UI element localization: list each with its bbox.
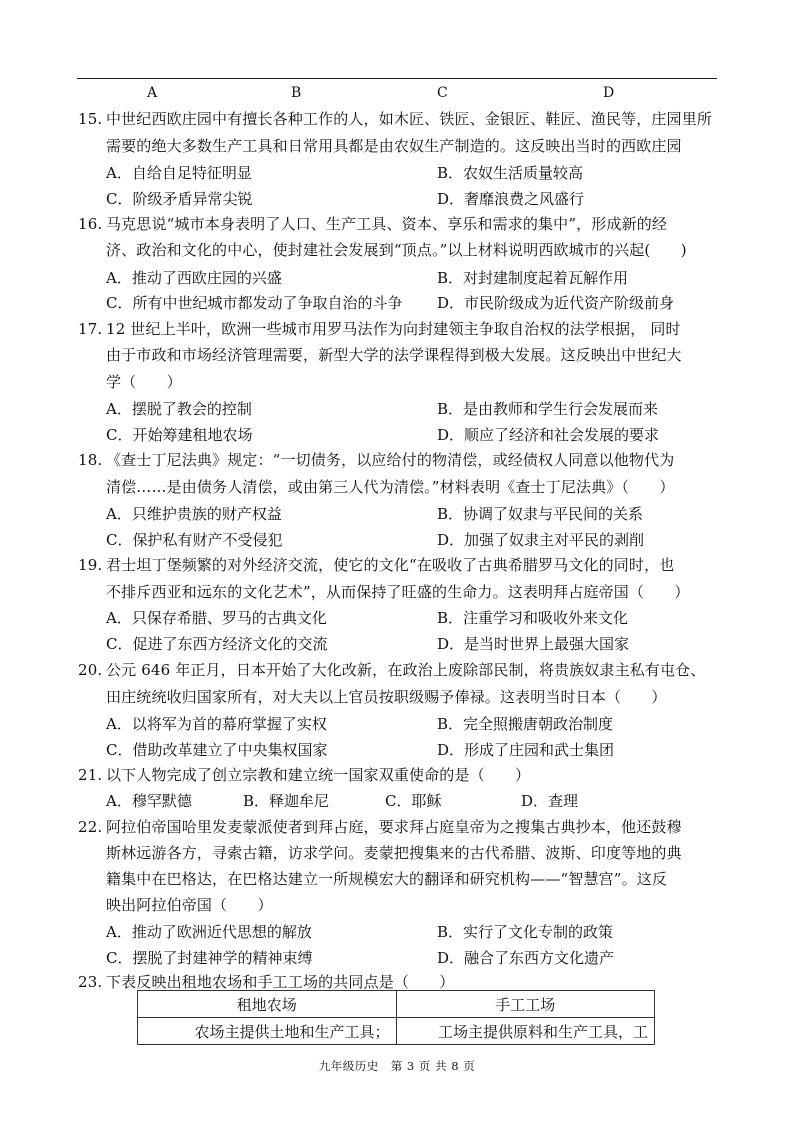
answer-option[interactable]: C．开始筹建租地农场: [106, 426, 253, 444]
question-stem: [78, 817, 682, 837]
answer-option[interactable]: B．完全照搬唐朝政治制度: [437, 715, 614, 733]
answer-option[interactable]: C．摆脱了封建神学的精神束缚: [106, 949, 313, 967]
answer-option[interactable]: B．是由教师和学生行会发展而来: [437, 400, 659, 418]
question-number: 19.: [78, 556, 103, 574]
question-stem: [78, 319, 681, 339]
question-number: 23.: [78, 973, 103, 991]
answer-option[interactable]: A．推动了西欧庄园的兴盛: [106, 269, 282, 287]
question-text: 学（ ）: [106, 373, 182, 391]
question-stem-continued: [106, 843, 682, 863]
question-text: 济、政治和文化的中心，使封建社会发展到“顶点。”以上材料说明西欧城市的兴起( ): [106, 241, 687, 259]
question-text: 映出阿拉伯帝国（ ）: [106, 896, 273, 914]
answer-option[interactable]: D．市民阶级成为近代资产阶级前身: [437, 294, 675, 312]
question-stem: [78, 109, 713, 129]
question-text: 以下人物完成了创立宗教和建立统一国家双重使命的是（ ）: [106, 766, 531, 784]
question-number: 22.: [78, 818, 103, 836]
question-stem-continued: [106, 345, 682, 365]
top-rule: [77, 78, 717, 79]
question-stem-continued: [106, 582, 690, 602]
prev-option-d: D: [603, 85, 615, 101]
question-stem: [78, 660, 706, 680]
answer-option[interactable]: C．促进了东西方经济文化的交流: [106, 635, 328, 653]
answer-option[interactable]: B．对封建制度起着瓦解作用: [437, 269, 629, 287]
answer-option[interactable]: D．加强了奴隶主对平民的剥削: [437, 531, 645, 549]
answer-option[interactable]: A．自给自足特征明显: [106, 164, 252, 182]
answer-option[interactable]: B．注重学习和吸收外来文化: [437, 609, 629, 627]
question-text: 公元 646 年正月，日本开始了大化改新，在政治上废除部民制，将贵族奴隶主私有屯仓、: [106, 661, 706, 679]
question-text: 《查士丁尼法典》规定：“一切债务，以应给付的物清偿，或经债权人同意以他物代为: [106, 451, 675, 469]
question-number: 15.: [78, 110, 103, 128]
answer-option[interactable]: D．奢靡浪费之风盛行: [437, 190, 585, 208]
answer-option[interactable]: D．查理: [521, 792, 579, 810]
previous-question-options: [0, 85, 794, 105]
answer-option[interactable]: C．保护私有财产不受侵犯: [106, 531, 283, 549]
question-text: 需要的绝大多数生产工具和日常用具都是由农奴生产制造的。这反映出当时的西欧庄园: [106, 137, 682, 155]
answer-option[interactable]: A．以将军为首的幕府掌握了实权: [106, 715, 327, 733]
answer-option[interactable]: C．借助改革建立了中央集权国家: [106, 741, 328, 759]
question-stem-continued: [106, 477, 675, 497]
answer-option[interactable]: C．阶级矛盾异常尖锐: [106, 190, 253, 208]
question-text: 由于市政和市场经济管理需要，新型大学的法学课程得到极大发展。这反映出中世纪大: [106, 346, 682, 364]
question-stem-continued: [106, 136, 682, 156]
question-number: 20.: [78, 661, 103, 679]
answer-option[interactable]: B．释迦牟尼: [243, 792, 330, 810]
question-stem: [78, 765, 531, 785]
answer-option[interactable]: C．耶稣: [385, 792, 442, 810]
answer-option[interactable]: A．摆脱了教会的控制: [106, 400, 252, 418]
table-header: 手工工场: [396, 991, 655, 1018]
question-stem-continued: [106, 240, 687, 260]
table-header: 租地农场: [138, 991, 397, 1018]
question-stem: [78, 450, 675, 470]
page-footer: 九年级历史 第 3 页 共 8 页: [318, 1059, 476, 1073]
answer-option[interactable]: B．农奴生活质量较高: [437, 164, 584, 182]
question-text: 不排斥西亚和远东的文化艺术”，从而保持了旺盛的生命力。这表明拜占庭帝国（ ）: [106, 583, 690, 601]
question-text: 清偿……是由债务人清偿，或由第三人代为清偿。”材料表明《查士丁尼法典》（ ）: [106, 478, 675, 496]
question-stem: [78, 214, 668, 234]
answer-option[interactable]: D．顺应了经济和社会发展的要求: [437, 426, 660, 444]
answer-option[interactable]: D．是当时世界上最强大国家: [437, 635, 630, 653]
question-text: 中世纪西欧庄园中有擅长各种工作的人，如木匠、铁匠、金银匠、鞋匠、渔民等，庄园里所: [106, 110, 713, 128]
question-stem-continued: [106, 687, 667, 707]
question-text: 12 世纪上半叶，欧洲一些城市用罗马法作为向封建领主争取自治权的法学根据， 同时: [106, 320, 681, 338]
answer-option[interactable]: A．推动了欧洲近代思想的解放: [106, 923, 312, 941]
prev-option-b: B: [291, 85, 302, 101]
question-number: 18.: [78, 451, 103, 469]
table-row: [138, 1018, 655, 1045]
question-stem-continued: [106, 869, 667, 889]
question-text: 阿拉伯帝国哈里发麦蒙派使者到拜占庭，要求拜占庭皇帝为之搜集古典抄本，他还鼓穆: [106, 818, 682, 836]
table-cell: 工场主提供原料和生产工具，工: [396, 1018, 655, 1045]
answer-option[interactable]: C．所有中世纪城市都发动了争取自治的斗争: [106, 294, 403, 312]
question-stem-continued: [106, 895, 273, 915]
comparison-table: [137, 990, 655, 1045]
table-cell: 农场主提供土地和生产工具；: [138, 1018, 397, 1045]
answer-option[interactable]: D．融合了东西方文化遗产: [437, 949, 615, 967]
answer-option[interactable]: B．实行了文化专制的政策: [437, 923, 614, 941]
answer-option[interactable]: D．形成了庄园和武士集团: [437, 741, 615, 759]
question-text: 君士坦丁堡频繁的对外经济交流，使它的文化“在吸收了古典希腊罗马文化的同时，也: [106, 556, 675, 574]
question-number: 17.: [78, 320, 103, 338]
question-text: 籍集中在巴格达，在巴格达建立一所规模宏大的翻译和研究机构——“智慧宫”。这反: [106, 870, 668, 888]
question-text: 马克思说“城市本身表明了人口、生产工具、资本、享乐和需求的集中”，形成新的经: [106, 215, 668, 233]
question-number: 16.: [78, 215, 103, 233]
question-stem: [78, 972, 455, 992]
table-header-row: [138, 991, 655, 1018]
question-text: 田庄统统收归国家所有，对大夫以上官员按职级赐予俸禄。这表明当时日本（ ）: [106, 688, 667, 706]
answer-option[interactable]: A．只保存希腊、罗马的古典文化: [106, 609, 327, 627]
question-stem: [78, 555, 675, 575]
prev-option-c: C: [437, 85, 448, 101]
question-text: 下表反映出租地农场和手工工场的共同点是（ ）: [106, 973, 455, 991]
prev-option-a: A: [147, 85, 158, 101]
answer-option[interactable]: A．穆罕默德: [106, 792, 192, 810]
question-stem-continued: [106, 372, 182, 392]
question-number: 21.: [78, 766, 103, 784]
answer-option[interactable]: A．只维护贵族的财产权益: [106, 505, 282, 523]
question-text: 斯林远游各方，寻索古籍，访求学问。麦蒙把搜集来的古代希腊、波斯、印度等地的典: [106, 844, 682, 862]
answer-option[interactable]: B．协调了奴隶与平民间的关系: [437, 505, 644, 523]
